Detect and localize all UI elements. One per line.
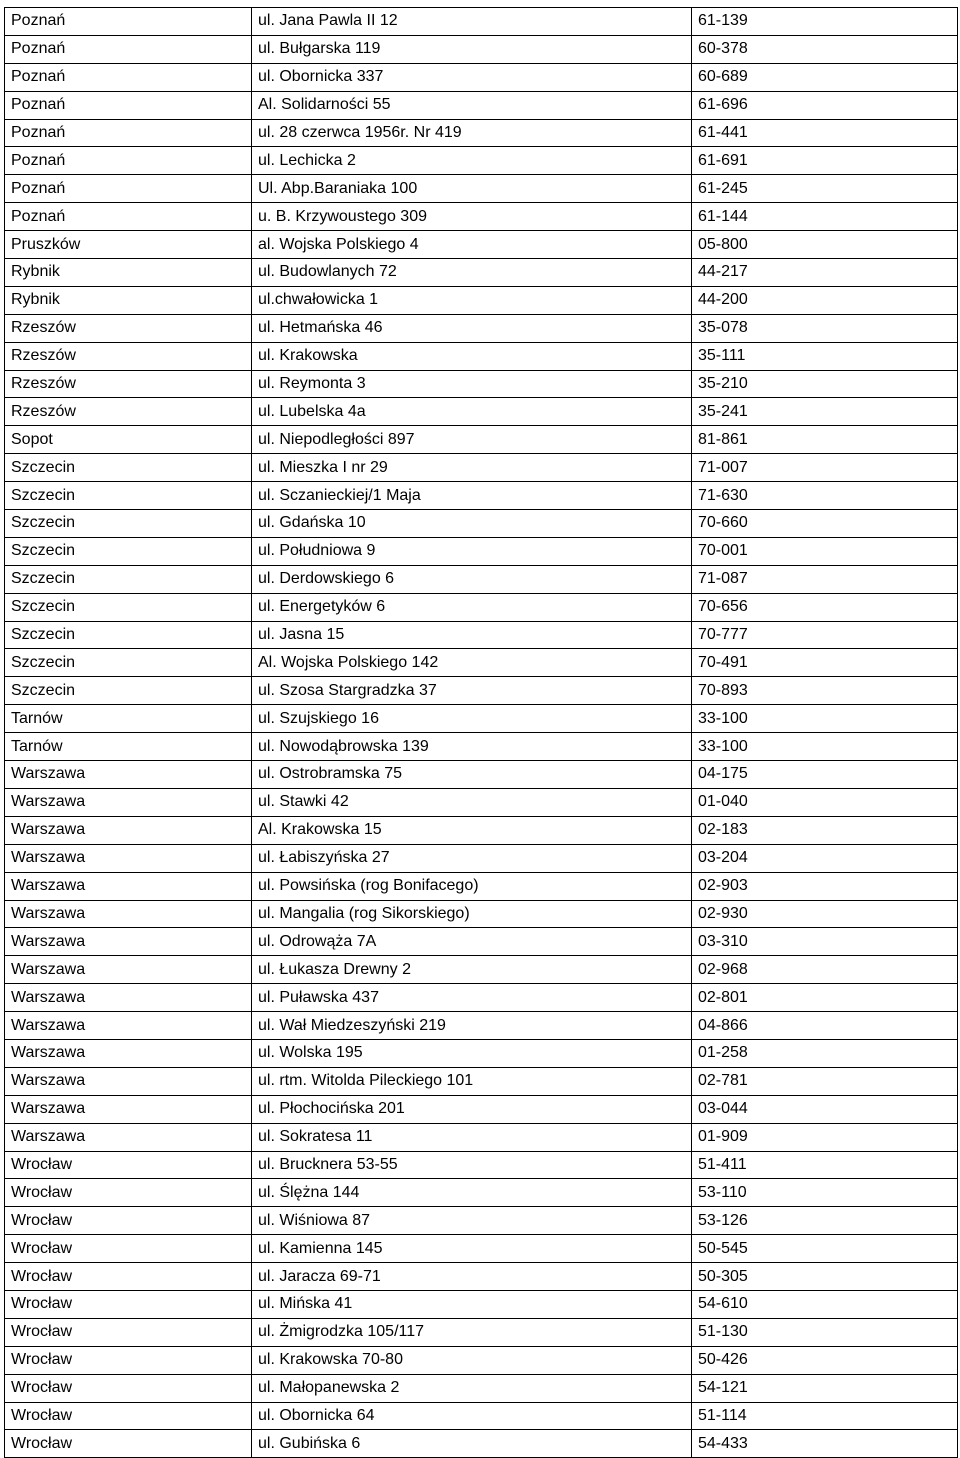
table-row <box>5 537 958 565</box>
postal-code-cell: 51-411 <box>692 1151 958 1179</box>
street-cell: ul. Jasna 15 <box>252 621 692 649</box>
street-cell: ul. Sokratesa 11 <box>252 1123 692 1151</box>
street-cell: ul. Brucknera 53-55 <box>252 1151 692 1179</box>
street-cell: ul. Krakowska <box>252 342 692 370</box>
postal-code-cell: 03-044 <box>692 1095 958 1123</box>
city-cell: Poznań <box>5 8 252 36</box>
city-cell: Warszawa <box>5 872 252 900</box>
street-cell: ul. Gubińska 6 <box>252 1430 692 1458</box>
postal-code-cell: 50-426 <box>692 1346 958 1374</box>
table-row <box>5 1430 958 1458</box>
city-cell: Warszawa <box>5 1039 252 1067</box>
postal-code-cell: 71-630 <box>692 482 958 510</box>
table-row <box>5 8 958 36</box>
postal-code-cell: 70-777 <box>692 621 958 649</box>
postal-code-cell: 61-441 <box>692 119 958 147</box>
city-cell: Szczecin <box>5 510 252 538</box>
street-cell: ul. Niepodległości 897 <box>252 426 692 454</box>
street-cell: ul. Łabiszyńska 27 <box>252 844 692 872</box>
postal-code-cell: 04-866 <box>692 1012 958 1040</box>
street-cell: ul. Wiśniowa 87 <box>252 1207 692 1235</box>
postal-code-cell: 35-241 <box>692 398 958 426</box>
postal-code-cell: 70-491 <box>692 649 958 677</box>
street-cell: Al. Krakowska 15 <box>252 816 692 844</box>
postal-code-cell: 44-200 <box>692 286 958 314</box>
postal-code-cell: 60-378 <box>692 35 958 63</box>
city-cell: Warszawa <box>5 1123 252 1151</box>
postal-code-cell: 61-144 <box>692 203 958 231</box>
street-cell: ul. Krakowska 70-80 <box>252 1346 692 1374</box>
street-cell: ul. Obornicka 64 <box>252 1402 692 1430</box>
street-cell: ul. Lechicka 2 <box>252 147 692 175</box>
city-cell: Warszawa <box>5 816 252 844</box>
city-cell: Warszawa <box>5 844 252 872</box>
table-row <box>5 593 958 621</box>
table-row <box>5 119 958 147</box>
street-cell: ul. Ostrobramska 75 <box>252 761 692 789</box>
street-cell: ul. Derdowskiego 6 <box>252 565 692 593</box>
street-cell: ul. Puławska 437 <box>252 984 692 1012</box>
table-row <box>5 872 958 900</box>
postal-code-cell: 02-903 <box>692 872 958 900</box>
postal-code-cell: 02-781 <box>692 1067 958 1095</box>
postal-code-cell: 02-801 <box>692 984 958 1012</box>
postal-code-cell: 33-100 <box>692 733 958 761</box>
table-row <box>5 398 958 426</box>
city-cell: Wrocław <box>5 1263 252 1291</box>
street-cell: ul. Jana Pawla II 12 <box>252 8 692 36</box>
city-cell: Warszawa <box>5 761 252 789</box>
city-cell: Tarnów <box>5 705 252 733</box>
city-cell: Szczecin <box>5 649 252 677</box>
street-cell: ul. 28 czerwca 1956r. Nr 419 <box>252 119 692 147</box>
table-row <box>5 788 958 816</box>
postal-code-cell: 33-100 <box>692 705 958 733</box>
street-cell: ul. Płochocińska 201 <box>252 1095 692 1123</box>
city-cell: Wrocław <box>5 1318 252 1346</box>
table-row <box>5 454 958 482</box>
postal-code-cell: 05-800 <box>692 231 958 259</box>
table-row <box>5 35 958 63</box>
table-row <box>5 482 958 510</box>
postal-code-cell: 53-110 <box>692 1179 958 1207</box>
table-row <box>5 203 958 231</box>
postal-code-cell: 01-258 <box>692 1039 958 1067</box>
city-cell: Wrocław <box>5 1207 252 1235</box>
city-cell: Poznań <box>5 175 252 203</box>
table-row <box>5 928 958 956</box>
postal-code-cell: 54-610 <box>692 1290 958 1318</box>
street-cell: ul. rtm. Witolda Pileckiego 101 <box>252 1067 692 1095</box>
city-cell: Szczecin <box>5 565 252 593</box>
street-cell: ul. Budowlanych 72 <box>252 259 692 287</box>
postal-code-cell: 01-040 <box>692 788 958 816</box>
street-cell: ul. Bułgarska 119 <box>252 35 692 63</box>
street-cell: ul. Szosa Stargradzka 37 <box>252 677 692 705</box>
city-cell: Rzeszów <box>5 370 252 398</box>
street-cell: ul. Nowodąbrowska 139 <box>252 733 692 761</box>
postal-code-cell: 60-689 <box>692 63 958 91</box>
postal-code-cell: 61-245 <box>692 175 958 203</box>
street-cell: ul. Wolska 195 <box>252 1039 692 1067</box>
street-cell: ul.chwałowicka 1 <box>252 286 692 314</box>
table-row <box>5 733 958 761</box>
postal-code-cell: 71-087 <box>692 565 958 593</box>
city-cell: Wrocław <box>5 1179 252 1207</box>
city-cell: Poznań <box>5 147 252 175</box>
postal-code-cell: 61-139 <box>692 8 958 36</box>
postal-code-cell: 53-126 <box>692 1207 958 1235</box>
street-cell: ul. Lubelska 4a <box>252 398 692 426</box>
street-cell: ul. Kamienna 145 <box>252 1235 692 1263</box>
city-cell: Poznań <box>5 63 252 91</box>
table-row <box>5 342 958 370</box>
table-row <box>5 1151 958 1179</box>
postal-code-cell: 70-656 <box>692 593 958 621</box>
city-cell: Poznań <box>5 203 252 231</box>
postal-code-cell: 04-175 <box>692 761 958 789</box>
city-cell: Rybnik <box>5 259 252 287</box>
postal-code-cell: 35-111 <box>692 342 958 370</box>
street-cell: ul. Szujskiego 16 <box>252 705 692 733</box>
table-row <box>5 1179 958 1207</box>
city-cell: Wrocław <box>5 1346 252 1374</box>
table-row <box>5 147 958 175</box>
city-cell: Warszawa <box>5 788 252 816</box>
city-cell: Poznań <box>5 119 252 147</box>
city-cell: Rybnik <box>5 286 252 314</box>
table-row <box>5 844 958 872</box>
street-cell: ul. Hetmańska 46 <box>252 314 692 342</box>
street-cell: al. Wojska Polskiego 4 <box>252 231 692 259</box>
city-cell: Warszawa <box>5 900 252 928</box>
street-cell: ul. Gdańska 10 <box>252 510 692 538</box>
city-cell: Wrocław <box>5 1402 252 1430</box>
city-cell: Warszawa <box>5 956 252 984</box>
postal-code-cell: 44-217 <box>692 259 958 287</box>
table-row <box>5 286 958 314</box>
city-cell: Wrocław <box>5 1290 252 1318</box>
table-row <box>5 510 958 538</box>
city-cell: Szczecin <box>5 537 252 565</box>
street-cell: ul. Jaracza 69-71 <box>252 1263 692 1291</box>
table-row <box>5 426 958 454</box>
city-cell: Poznań <box>5 91 252 119</box>
table-row <box>5 91 958 119</box>
postal-code-cell: 35-210 <box>692 370 958 398</box>
address-table <box>4 7 958 1458</box>
city-cell: Tarnów <box>5 733 252 761</box>
table-row <box>5 259 958 287</box>
table-row <box>5 1402 958 1430</box>
city-cell: Rzeszów <box>5 398 252 426</box>
city-cell: Rzeszów <box>5 342 252 370</box>
table-row <box>5 370 958 398</box>
table-row <box>5 231 958 259</box>
postal-code-cell: 03-204 <box>692 844 958 872</box>
street-cell: ul. Małopanewska 2 <box>252 1374 692 1402</box>
city-cell: Szczecin <box>5 621 252 649</box>
street-cell: ul. Sczanieckiej/1 Maja <box>252 482 692 510</box>
city-cell: Szczecin <box>5 454 252 482</box>
city-cell: Pruszków <box>5 231 252 259</box>
street-cell: Ul. Abp.Baraniaka 100 <box>252 175 692 203</box>
postal-code-cell: 02-968 <box>692 956 958 984</box>
table-row <box>5 1012 958 1040</box>
table-row <box>5 1263 958 1291</box>
city-cell: Rzeszów <box>5 314 252 342</box>
table-row <box>5 1346 958 1374</box>
table-row <box>5 1207 958 1235</box>
table-row <box>5 705 958 733</box>
table-row <box>5 900 958 928</box>
street-cell: ul. Mińska 41 <box>252 1290 692 1318</box>
street-cell: ul. Żmigrodzka 105/117 <box>252 1318 692 1346</box>
table-row <box>5 1374 958 1402</box>
table-row <box>5 314 958 342</box>
city-cell: Szczecin <box>5 593 252 621</box>
street-cell: ul. Mieszka I nr 29 <box>252 454 692 482</box>
city-cell: Warszawa <box>5 928 252 956</box>
postal-code-cell: 81-861 <box>692 426 958 454</box>
table-row <box>5 621 958 649</box>
street-cell: ul. Powsińska (rog Bonifacego) <box>252 872 692 900</box>
city-cell: Warszawa <box>5 1012 252 1040</box>
street-cell: ul. Mangalia (rog Sikorskiego) <box>252 900 692 928</box>
table-row <box>5 1123 958 1151</box>
city-cell: Warszawa <box>5 1095 252 1123</box>
street-cell: ul. Ślężna 144 <box>252 1179 692 1207</box>
street-cell: ul. Łukasza Drewny 2 <box>252 956 692 984</box>
postal-code-cell: 02-930 <box>692 900 958 928</box>
city-cell: Wrocław <box>5 1430 252 1458</box>
postal-code-cell: 50-545 <box>692 1235 958 1263</box>
postal-code-cell: 35-078 <box>692 314 958 342</box>
street-cell: ul. Stawki 42 <box>252 788 692 816</box>
table-row <box>5 1318 958 1346</box>
table-row <box>5 175 958 203</box>
city-cell: Poznań <box>5 35 252 63</box>
postal-code-cell: 71-007 <box>692 454 958 482</box>
table-row <box>5 956 958 984</box>
city-cell: Sopot <box>5 426 252 454</box>
table-row <box>5 984 958 1012</box>
postal-code-cell: 01-909 <box>692 1123 958 1151</box>
table-row <box>5 761 958 789</box>
city-cell: Warszawa <box>5 1067 252 1095</box>
postal-code-cell: 70-660 <box>692 510 958 538</box>
street-cell: ul. Wał Miedzeszyński 219 <box>252 1012 692 1040</box>
city-cell: Warszawa <box>5 984 252 1012</box>
postal-code-cell: 54-433 <box>692 1430 958 1458</box>
address-table-body <box>5 8 958 1458</box>
table-row <box>5 565 958 593</box>
postal-code-cell: 50-305 <box>692 1263 958 1291</box>
street-cell: ul. Południowa 9 <box>252 537 692 565</box>
table-row <box>5 677 958 705</box>
street-cell: Al. Solidarności 55 <box>252 91 692 119</box>
postal-code-cell: 51-114 <box>692 1402 958 1430</box>
postal-code-cell: 02-183 <box>692 816 958 844</box>
street-cell: Al. Wojska Polskiego 142 <box>252 649 692 677</box>
postal-code-cell: 03-310 <box>692 928 958 956</box>
street-cell: ul. Reymonta 3 <box>252 370 692 398</box>
table-row <box>5 1290 958 1318</box>
postal-code-cell: 61-691 <box>692 147 958 175</box>
street-cell: ul. Energetyków 6 <box>252 593 692 621</box>
table-row <box>5 1067 958 1095</box>
postal-code-cell: 54-121 <box>692 1374 958 1402</box>
city-cell: Wrocław <box>5 1151 252 1179</box>
city-cell: Szczecin <box>5 677 252 705</box>
city-cell: Szczecin <box>5 482 252 510</box>
postal-code-cell: 70-893 <box>692 677 958 705</box>
table-row <box>5 63 958 91</box>
street-cell: u. B. Krzywoustego 309 <box>252 203 692 231</box>
postal-code-cell: 51-130 <box>692 1318 958 1346</box>
street-cell: ul. Odrowąża 7A <box>252 928 692 956</box>
table-row <box>5 1235 958 1263</box>
table-row <box>5 816 958 844</box>
city-cell: Wrocław <box>5 1374 252 1402</box>
postal-code-cell: 70-001 <box>692 537 958 565</box>
postal-code-cell: 61-696 <box>692 91 958 119</box>
table-row <box>5 1095 958 1123</box>
city-cell: Wrocław <box>5 1235 252 1263</box>
table-row <box>5 649 958 677</box>
street-cell: ul. Obornicka 337 <box>252 63 692 91</box>
table-row <box>5 1039 958 1067</box>
